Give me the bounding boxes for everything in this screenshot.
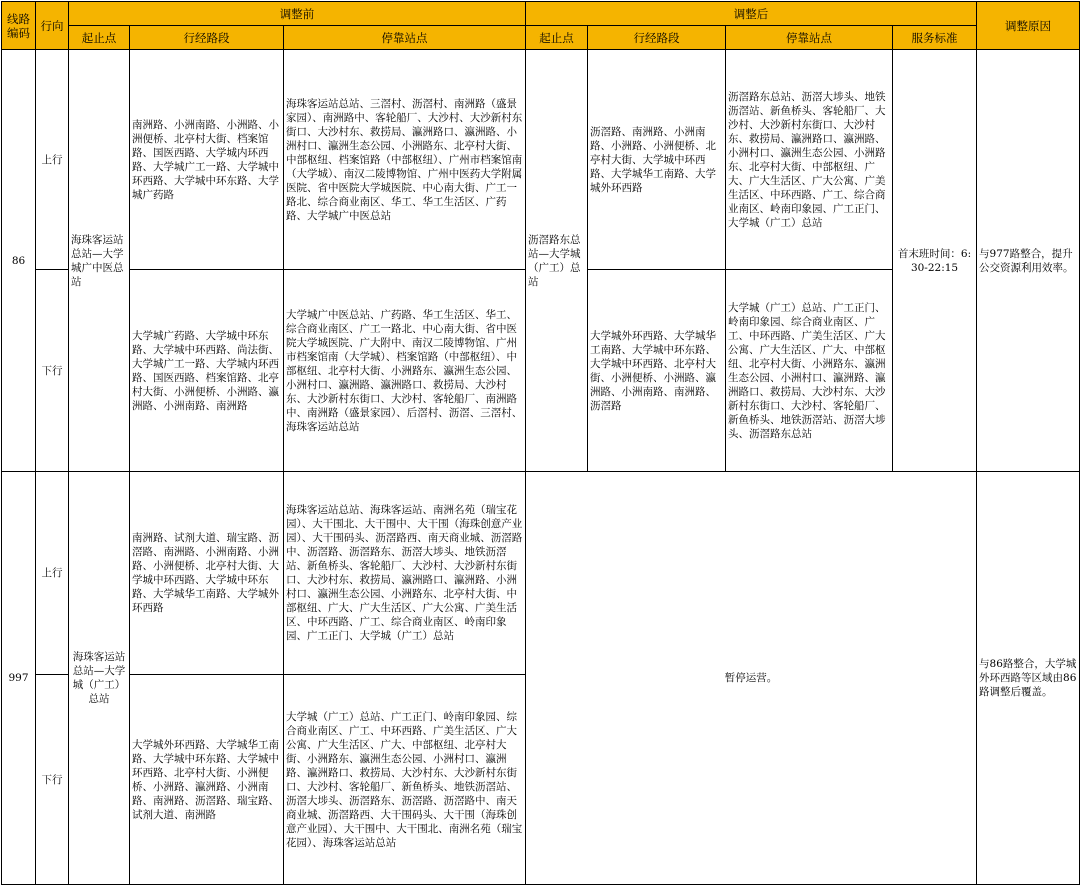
after-route-header: 行经路段 [588, 26, 726, 50]
before-terminals-cell: 海珠客运站总站—大学城（广工）总站 [69, 472, 130, 885]
reason-header: 调整原因 [977, 2, 1080, 50]
before-stops-cell: 大学城广中医总站、广药路、华工生活区、华工、综合商业南区、广工一路北、中心南大街、省中医院大学城医院、广大附中、南汉二陵博物馆、广州市档案馆南（大学城）、档案馆路（中部枢纽）、中部枢纽、北亭村大街、小洲路东、瀛洲生态公园、小洲村口、瀛洲路、瀛洲路口、救捞局、大沙村东、大沙新村东街口、大沙村、客轮船厂、南洲路中、南洲路（盛景家园）、后滘村、沥滘、三滘村、海珠客运站总站 [284, 270, 526, 472]
after-header: 调整后 [526, 2, 977, 26]
before-terminals-header: 起止点 [69, 26, 130, 50]
before-stops-cell: 海珠客运站总站、海珠客运站、南洲名苑（瑞宝花园）、大干围北、大干围中、大干围（海珠创意产业园）、大干围码头、沥滘路西、南天商业城、沥滘路中、沥滘路、沥滘路东、沥滘大埗头、地铁沥滘站、新鱼桥头、客轮船厂、大沙村、大沙新村东街口、大沙村东、救捞局、瀛洲路口、瀛洲路、小洲村口、瀛洲生态公园、小洲路东、北亭村大街、中部枢纽、广大、广大生活区、广大公寓、广美生活区、中环西路、广工、综合商业南区、岭南印象园、广工正门、大学城（广工）总站 [284, 472, 526, 675]
before-route-cell: 南洲路、小洲南路、小洲路、小洲便桥、北亭村大街、档案馆路、国医西路、大学城内环西路、大学城广工一路、大学城中环西路、大学城中环东路、大学城广药路 [130, 50, 284, 270]
suspended-cell: 暂停运营。 [526, 472, 977, 885]
reason-cell: 与977路整合，提升公交资源利用效率。 [977, 50, 1080, 472]
header-row-1 [2, 2, 1080, 26]
service-cell: 首末班时间：6:30-22:15 [893, 50, 977, 472]
direction-cell: 下行 [36, 675, 69, 885]
line-code-cell: 997 [2, 472, 36, 885]
after-terminals-cell: 沥滘路东总站—大学城（广工）总站 [526, 50, 588, 472]
before-route-cell: 大学城广药路、大学城中环东路、大学城中环西路、尚法街、大学城广工一路、大学城内环西路、国医西路、档案馆路、北亭村大街、小洲便桥、小洲路、瀛洲路、小洲南路、南洲路 [130, 270, 284, 472]
direction-cell: 上行 [36, 50, 69, 270]
before-stops-cell: 海珠客运站总站、三滘村、沥滘村、南洲路（盛景家园）、南洲路中、客轮船厂、大沙村、大沙新村东街口、大沙村东、救捞局、瀛洲路口、瀛洲路、小洲村口、瀛洲生态公园、小洲路东、北亭村大街、中部枢纽、档案馆路（中部枢纽）、广州市档案馆南（大学城）、南汉二陵博物馆、广州中医药大学附属医院、省中医院大学城医院、中心南大街、广工一路北、综合商业南区、华工、华工生活区、广药路、大学城广中医总站 [284, 50, 526, 270]
after-stops-cell: 大学城（广工）总站、广工正门、岭南印象园、综合商业南区、广工、中环西路、广美生活区、广大公寓、广大生活区、广大、中部枢纽、北亭村大街、小洲路东、瀛洲生态公园、小洲村口、瀛洲路、瀛洲路口、救捞局、大沙村东、大沙新村东街口、大沙村、客轮船厂、新鱼桥头、地铁沥滘站、沥滘大埗头、沥滘路东总站 [726, 270, 893, 472]
before-stops-header: 停靠站点 [284, 26, 526, 50]
before-terminals-cell: 海珠客运站总站—大学城广中医总站 [69, 50, 130, 472]
header-row-2 [2, 26, 1080, 50]
line-code-header: 线路编码 [2, 2, 36, 50]
direction-header: 行向 [36, 2, 69, 50]
route-adjustment-table [1, 1, 1080, 885]
after-route-cell: 沥滘路、南洲路、小洲南路、小洲路、小洲便桥、北亭村大街、大学城中环西路、大学城华工南路、大学城外环西路 [588, 50, 726, 270]
before-route-cell: 大学城外环西路、大学城华工南路、大学城中环东路、大学城中环西路、北亭村大街、小洲便桥、小洲路、瀛洲路、小洲南路、南洲路、沥滘路、瑞宝路、试剂大道、南洲路 [130, 675, 284, 885]
table-row [2, 50, 1080, 270]
after-route-cell: 大学城外环西路、大学城华工南路、大学城中环东路、大学城中环西路、北亭村大街、小洲便桥、小洲路、瀛洲路、小洲南路、南洲路、沥滘路 [588, 270, 726, 472]
after-stops-header: 停靠站点 [726, 26, 893, 50]
before-header: 调整前 [69, 2, 526, 26]
before-stops-cell: 大学城（广工）总站、广工正门、岭南印象园、综合商业南区、广工、中环西路、广美生活区、广大公寓、广大生活区、广大、中部枢纽、北亭村大街、小洲路东、瀛洲生态公园、小洲村口、瀛洲路、瀛洲路口、救捞局、大沙村东、大沙新村东街口、大沙村、客轮船厂、新鱼桥头、地铁沥滘站、沥滘大埗头、沥滘路东、沥滘路、沥滘路中、南天商业城、沥滘路西、大干围码头、大干围（海珠创意产业园）、大干围中、大干围北、南洲名苑（瑞宝花园）、海珠客运站总站 [284, 675, 526, 885]
before-route-header: 行经路段 [130, 26, 284, 50]
direction-cell: 上行 [36, 472, 69, 675]
table-row [2, 472, 1080, 675]
before-route-cell: 南洲路、试剂大道、瑞宝路、沥滘路、南洲路、小洲南路、小洲路、小洲便桥、北亭村大街、大学城中环西路、大学城中环东路、大学城华工南路、大学城外环西路 [130, 472, 284, 675]
line-code-cell: 86 [2, 50, 36, 472]
reason-cell: 与86路整合，大学城外环西路等区域由86路调整后覆盖。 [977, 472, 1080, 885]
service-header: 服务标准 [893, 26, 977, 50]
after-stops-cell: 沥滘路东总站、沥滘大埗头、地铁沥滘站、新鱼桥头、客轮船厂、大沙村、大沙新村东街口、大沙村东、救捞局、瀛洲路口、瀛洲路、小洲村口、瀛洲生态公园、小洲路东、北亭村大街、中部枢纽、广大、广大生活区、广大公寓、广美生活区、中环西路、广工、综合商业南区、岭南印象园、广工正门、大学城（广工）总站 [726, 50, 893, 270]
direction-cell: 下行 [36, 270, 69, 472]
after-terminals-header: 起止点 [526, 26, 588, 50]
